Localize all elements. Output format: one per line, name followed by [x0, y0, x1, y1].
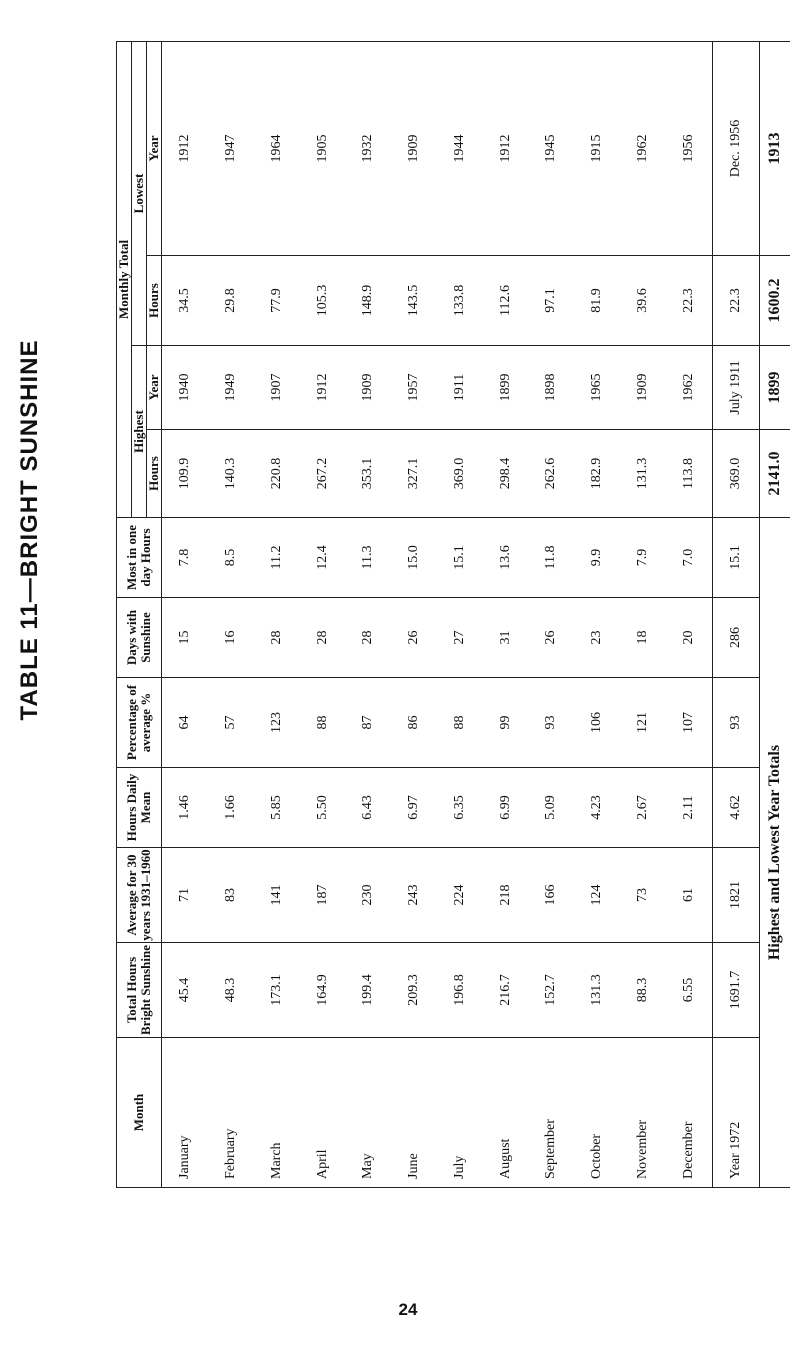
cell-average: 71 — [162, 848, 209, 943]
cell-lowest-year: 1905 — [300, 41, 346, 255]
cell-month: November — [620, 1038, 666, 1188]
total-lowest-year: Dec. 1956 — [713, 41, 760, 255]
cell-days: 28 — [300, 598, 346, 678]
cell-daily-mean: 6.97 — [391, 768, 437, 848]
cell-average: 187 — [300, 848, 346, 943]
cell-most-in-day: 12.4 — [300, 518, 346, 598]
cell-lowest-year: 1947 — [208, 41, 254, 255]
table-row — [391, 41, 437, 1187]
footer-row — [760, 41, 791, 1187]
total-average: 1821 — [713, 848, 760, 943]
cell-highest-hours: 353.1 — [346, 430, 392, 518]
table-row — [483, 41, 529, 1187]
cell-most-in-day: 8.5 — [208, 518, 254, 598]
cell-average: 224 — [437, 848, 483, 943]
cell-lowest-year: 1944 — [437, 41, 483, 255]
total-month: Year 1972 — [713, 1038, 760, 1188]
total-highest-year: July 1911 — [713, 346, 760, 430]
cell-percentage: 121 — [620, 678, 666, 768]
cell-daily-mean: 4.23 — [574, 768, 620, 848]
cell-average: 243 — [391, 848, 437, 943]
table-row — [254, 41, 300, 1187]
cell-daily-mean: 2.67 — [620, 768, 666, 848]
cell-average: 166 — [529, 848, 575, 943]
header-percentage: Percentage of average % — [117, 678, 162, 768]
cell-daily-mean: 1.66 — [208, 768, 254, 848]
cell-average: 230 — [346, 848, 392, 943]
cell-highest-hours: 220.8 — [254, 430, 300, 518]
cell-percentage: 107 — [666, 678, 713, 768]
cell-daily-mean: 6.35 — [437, 768, 483, 848]
cell-lowest-hours: 133.8 — [437, 256, 483, 346]
cell-days: 15 — [162, 598, 209, 678]
cell-total-hours: 196.8 — [437, 943, 483, 1038]
cell-month: August — [483, 1038, 529, 1188]
table-row — [574, 41, 620, 1187]
cell-most-in-day: 9.9 — [574, 518, 620, 598]
table-title: TABLE 11—BRIGHT SUNSHINE — [16, 339, 43, 721]
cell-highest-year: 1911 — [437, 346, 483, 430]
table-row — [529, 41, 575, 1187]
cell-days: 20 — [666, 598, 713, 678]
cell-highest-hours: 113.8 — [666, 430, 713, 518]
cell-month: September — [529, 1038, 575, 1188]
cell-percentage: 57 — [208, 678, 254, 768]
sunshine-table — [116, 41, 790, 1188]
cell-lowest-hours: 143.5 — [391, 256, 437, 346]
cell-most-in-day: 7.8 — [162, 518, 209, 598]
header-lowest-hours: Hours — [147, 256, 162, 346]
cell-lowest-hours: 148.9 — [346, 256, 392, 346]
cell-total-hours: 152.7 — [529, 943, 575, 1038]
page-number: 24 — [398, 1300, 418, 1319]
cell-lowest-year: 1915 — [574, 41, 620, 255]
cell-most-in-day: 15.0 — [391, 518, 437, 598]
cell-highest-hours: 267.2 — [300, 430, 346, 518]
cell-highest-year: 1949 — [208, 346, 254, 430]
cell-percentage: 86 — [391, 678, 437, 768]
cell-average: 124 — [574, 848, 620, 943]
table-row — [620, 41, 666, 1187]
cell-month: May — [346, 1038, 392, 1188]
cell-most-in-day: 13.6 — [483, 518, 529, 598]
cell-total-hours: 6.55 — [666, 943, 713, 1038]
cell-average: 218 — [483, 848, 529, 943]
cell-lowest-year: 1956 — [666, 41, 713, 255]
header-highest: Highest — [132, 346, 147, 518]
table-row — [300, 41, 346, 1187]
cell-lowest-hours: 97.1 — [529, 256, 575, 346]
cell-highest-hours: 182.9 — [574, 430, 620, 518]
cell-total-hours: 209.3 — [391, 943, 437, 1038]
total-percentage: 93 — [713, 678, 760, 768]
cell-month: January — [162, 1038, 209, 1188]
cell-lowest-year: 1912 — [483, 41, 529, 255]
cell-daily-mean: 5.09 — [529, 768, 575, 848]
cell-daily-mean: 1.46 — [162, 768, 209, 848]
cell-highest-year: 1965 — [574, 346, 620, 430]
sunshine-table-container — [116, 42, 790, 1188]
cell-daily-mean: 5.50 — [300, 768, 346, 848]
total-highest-hours: 369.0 — [713, 430, 760, 518]
cell-total-hours: 199.4 — [346, 943, 392, 1038]
cell-days: 27 — [437, 598, 483, 678]
cell-month: April — [300, 1038, 346, 1188]
header-average: Average for 30 years 1931–1960 — [117, 848, 162, 943]
total-most-in-day: 15.1 — [713, 518, 760, 598]
cell-lowest-hours: 29.8 — [208, 256, 254, 346]
cell-most-in-day: 7.9 — [620, 518, 666, 598]
cell-days: 31 — [483, 598, 529, 678]
cell-lowest-year: 1909 — [391, 41, 437, 255]
cell-highest-year: 1898 — [529, 346, 575, 430]
cell-days: 26 — [529, 598, 575, 678]
cell-highest-hours: 140.3 — [208, 430, 254, 518]
cell-percentage: 106 — [574, 678, 620, 768]
header-daily-mean: Hours Daily Mean — [117, 768, 162, 848]
cell-days: 18 — [620, 598, 666, 678]
cell-most-in-day: 11.2 — [254, 518, 300, 598]
cell-most-in-day: 11.3 — [346, 518, 392, 598]
table-row — [437, 41, 483, 1187]
cell-percentage: 93 — [529, 678, 575, 768]
header-lowest: Lowest — [132, 41, 147, 345]
header-row-1 — [117, 41, 132, 1187]
footer-label: Highest and Lowest Year Totals — [760, 518, 791, 1188]
cell-lowest-hours: 34.5 — [162, 256, 209, 346]
cell-highest-hours: 369.0 — [437, 430, 483, 518]
header-most-in-day: Most in one day Hours — [117, 518, 162, 598]
cell-month: June — [391, 1038, 437, 1188]
cell-highest-year: 1907 — [254, 346, 300, 430]
cell-lowest-hours: 77.9 — [254, 256, 300, 346]
header-monthly-total: Monthly Total — [117, 41, 132, 517]
cell-month: October — [574, 1038, 620, 1188]
cell-percentage: 88 — [437, 678, 483, 768]
cell-lowest-year: 1932 — [346, 41, 392, 255]
cell-daily-mean: 6.43 — [346, 768, 392, 848]
cell-lowest-year: 1962 — [620, 41, 666, 255]
cell-lowest-hours: 112.6 — [483, 256, 529, 346]
table-row — [346, 41, 392, 1187]
cell-highest-hours: 298.4 — [483, 430, 529, 518]
cell-most-in-day: 11.8 — [529, 518, 575, 598]
cell-total-hours: 88.3 — [620, 943, 666, 1038]
cell-lowest-hours: 22.3 — [666, 256, 713, 346]
cell-average: 61 — [666, 848, 713, 943]
cell-month: February — [208, 1038, 254, 1188]
cell-highest-hours: 327.1 — [391, 430, 437, 518]
cell-days: 23 — [574, 598, 620, 678]
cell-average: 83 — [208, 848, 254, 943]
header-month: Month — [117, 1038, 162, 1188]
total-hours: 1691.7 — [713, 943, 760, 1038]
cell-days: 26 — [391, 598, 437, 678]
cell-month: March — [254, 1038, 300, 1188]
footer-highest-year: 1899 — [760, 346, 791, 430]
cell-lowest-hours: 105.3 — [300, 256, 346, 346]
cell-percentage: 123 — [254, 678, 300, 768]
cell-highest-hours: 262.6 — [529, 430, 575, 518]
header-highest-hours: Hours — [147, 430, 162, 518]
cell-highest-year: 1899 — [483, 346, 529, 430]
cell-most-in-day: 7.0 — [666, 518, 713, 598]
cell-month: December — [666, 1038, 713, 1188]
cell-lowest-year: 1945 — [529, 41, 575, 255]
cell-highest-year: 1909 — [346, 346, 392, 430]
cell-highest-hours: 109.9 — [162, 430, 209, 518]
footer-highest: 2141.0 — [760, 430, 791, 518]
cell-total-hours: 216.7 — [483, 943, 529, 1038]
cell-lowest-hours: 81.9 — [574, 256, 620, 346]
header-days: Days with Sunshine — [117, 598, 162, 678]
month-rows — [162, 41, 713, 1187]
header-total-hours: Total Hours Bright Sunshine — [117, 943, 162, 1038]
total-daily-mean: 4.62 — [713, 768, 760, 848]
footer-lowest: 1600.2 — [760, 256, 791, 346]
cell-highest-year: 1957 — [391, 346, 437, 430]
header-lowest-year: Year — [147, 41, 162, 255]
cell-highest-year: 1912 — [300, 346, 346, 430]
cell-highest-year: 1909 — [620, 346, 666, 430]
cell-lowest-year: 1912 — [162, 41, 209, 255]
cell-percentage: 88 — [300, 678, 346, 768]
cell-daily-mean: 6.99 — [483, 768, 529, 848]
cell-total-hours: 131.3 — [574, 943, 620, 1038]
cell-total-hours: 164.9 — [300, 943, 346, 1038]
cell-average: 73 — [620, 848, 666, 943]
year-total-row — [713, 41, 760, 1187]
cell-daily-mean: 5.85 — [254, 768, 300, 848]
cell-percentage: 64 — [162, 678, 209, 768]
cell-days: 28 — [346, 598, 392, 678]
cell-total-hours: 45.4 — [162, 943, 209, 1038]
cell-daily-mean: 2.11 — [666, 768, 713, 848]
cell-highest-hours: 131.3 — [620, 430, 666, 518]
cell-percentage: 99 — [483, 678, 529, 768]
cell-highest-year: 1940 — [162, 346, 209, 430]
cell-average: 141 — [254, 848, 300, 943]
cell-month: July — [437, 1038, 483, 1188]
total-days: 286 — [713, 598, 760, 678]
cell-days: 28 — [254, 598, 300, 678]
cell-lowest-year: 1964 — [254, 41, 300, 255]
table-row — [208, 41, 254, 1187]
cell-most-in-day: 15.1 — [437, 518, 483, 598]
total-lowest-hours: 22.3 — [713, 256, 760, 346]
cell-highest-year: 1962 — [666, 346, 713, 430]
table-row — [162, 41, 209, 1187]
footer-lowest-year: 1913 — [760, 41, 791, 255]
cell-days: 16 — [208, 598, 254, 678]
header-highest-year: Year — [147, 346, 162, 430]
cell-percentage: 87 — [346, 678, 392, 768]
cell-lowest-hours: 39.6 — [620, 256, 666, 346]
cell-total-hours: 173.1 — [254, 943, 300, 1038]
cell-total-hours: 48.3 — [208, 943, 254, 1038]
table-row — [666, 41, 713, 1187]
